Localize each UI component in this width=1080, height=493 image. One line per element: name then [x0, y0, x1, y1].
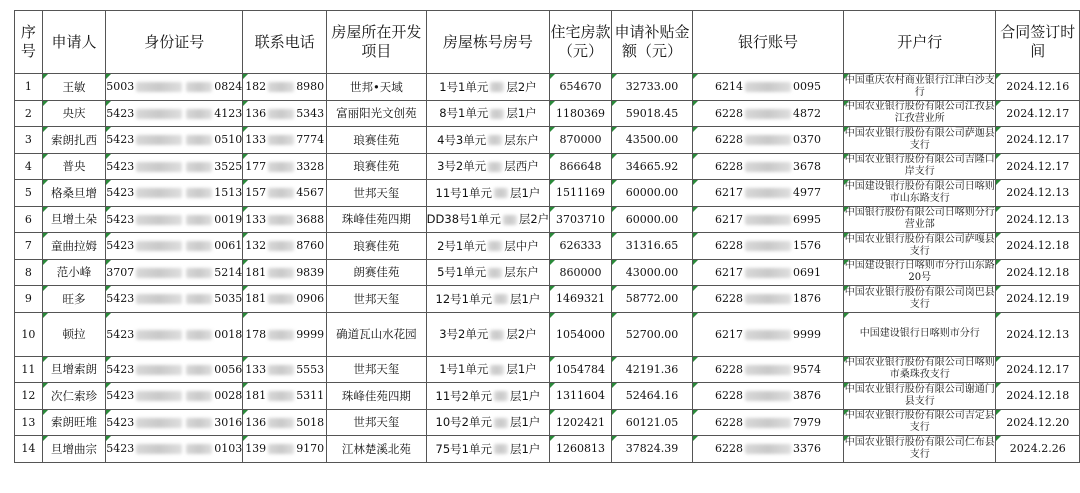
cell-phone: 133 3688 — [243, 206, 327, 233]
redacted-block — [268, 444, 294, 454]
cell-id: 5423 0510 — [106, 127, 243, 154]
table-body — [15, 74, 1080, 463]
redacted-block — [186, 418, 212, 428]
cell-room: 10号2单元 层1户 — [426, 409, 550, 436]
cell-seq: 10 — [15, 312, 43, 356]
cell-price: 626333 — [550, 233, 612, 260]
cell-room: 11号2单元 层1户 — [426, 383, 550, 410]
table-row — [15, 286, 1080, 313]
redacted-block — [186, 215, 212, 225]
header-row — [15, 11, 1080, 74]
cell-room: 5号1单元 层东户 — [426, 259, 550, 286]
cell-bank: 中国农业银行股份有限公司吉定县支行 — [843, 409, 995, 436]
cell-name: 旦增索朗 — [42, 356, 106, 383]
cell-account: 6228 7979 — [693, 409, 844, 436]
cell-name: 次仁索珍 — [42, 383, 106, 410]
cell-room: 3号2单元 层西户 — [426, 153, 550, 180]
cell-name: 普央 — [42, 153, 106, 180]
cell-room: 1号1单元 层2户 — [426, 74, 550, 101]
redacted-block — [490, 82, 504, 92]
cell-bank: 中国建设银行日喀则市分行 — [843, 312, 995, 356]
cell-subsidy: 58772.00 — [611, 286, 692, 313]
table-row — [15, 127, 1080, 154]
redacted-block — [494, 294, 508, 304]
redacted-block — [745, 135, 791, 145]
cell-date: 2024.12.13 — [996, 206, 1080, 233]
redacted-block — [136, 188, 182, 198]
cell-account: 6217 9999 — [693, 312, 844, 356]
redacted-block — [745, 330, 791, 340]
redacted-block — [745, 162, 791, 172]
cell-id: 5423 0103 — [106, 436, 243, 463]
cell-room: 12号1单元 层1户 — [426, 286, 550, 313]
header-bank: 开户行 — [843, 11, 995, 74]
cell-seq: 8 — [15, 259, 43, 286]
redacted-block — [136, 391, 182, 401]
cell-phone: 177 3328 — [243, 153, 327, 180]
cell-bank: 中国农业银行股份有限公司萨嘎县支行 — [843, 233, 995, 260]
cell-phone: 132 8760 — [243, 233, 327, 260]
cell-subsidy: 43500.00 — [611, 127, 692, 154]
cell-project: 琅赛佳苑 — [327, 233, 427, 260]
cell-account: 6214 0095 — [693, 74, 844, 101]
cell-subsidy: 52464.16 — [611, 383, 692, 410]
cell-name: 央庆 — [42, 100, 106, 127]
redacted-block — [745, 109, 791, 119]
cell-bank: 中国农业银行股份有限公司日喀则市桑珠孜支行 — [843, 356, 995, 383]
cell-name: 顿拉 — [42, 312, 106, 356]
cell-subsidy: 34665.92 — [611, 153, 692, 180]
cell-date: 2024.12.17 — [996, 153, 1080, 180]
redacted-block — [136, 294, 182, 304]
cell-phone: 133 7774 — [243, 127, 327, 154]
cell-room: 2号1单元 层中户 — [426, 233, 550, 260]
cell-seq: 2 — [15, 100, 43, 127]
cell-seq: 14 — [15, 436, 43, 463]
cell-project: 江林楚溪北苑 — [327, 436, 427, 463]
cell-subsidy: 37824.39 — [611, 436, 692, 463]
cell-price: 654670 — [550, 74, 612, 101]
cell-date: 2024.12.18 — [996, 259, 1080, 286]
cell-room: DD38号1单元 层2户 — [426, 206, 550, 233]
cell-bank: 中国重庆农村商业银行江津白沙支行 — [843, 74, 995, 101]
redacted-block — [136, 444, 182, 454]
redacted-block — [186, 109, 212, 119]
cell-price: 1054784 — [550, 356, 612, 383]
redacted-block — [503, 215, 517, 225]
cell-name: 索朗扎西 — [42, 127, 106, 154]
cell-id: 5423 3525 — [106, 153, 243, 180]
table-row — [15, 74, 1080, 101]
redacted-block — [494, 391, 508, 401]
cell-name: 范小峰 — [42, 259, 106, 286]
cell-date: 2024.12.18 — [996, 233, 1080, 260]
table-row — [15, 233, 1080, 260]
redacted-block — [488, 162, 502, 172]
cell-name: 王敏 — [42, 74, 106, 101]
redacted-block — [494, 444, 508, 454]
redacted-block — [494, 418, 508, 428]
redacted-block — [186, 365, 212, 375]
redacted-block — [268, 418, 294, 428]
redacted-block — [268, 268, 294, 278]
cell-id: 5423 0056 — [106, 356, 243, 383]
redacted-block — [186, 391, 212, 401]
cell-subsidy: 59018.45 — [611, 100, 692, 127]
redacted-block — [186, 444, 212, 454]
cell-name: 旦增曲宗 — [42, 436, 106, 463]
cell-project: 珠峰佳苑四期 — [327, 383, 427, 410]
cell-date: 2024.12.13 — [996, 180, 1080, 207]
redacted-block — [136, 109, 182, 119]
redacted-block — [745, 268, 791, 278]
cell-id: 5423 0061 — [106, 233, 243, 260]
redacted-block — [268, 109, 294, 119]
header-name: 申请人 — [42, 11, 106, 74]
cell-seq: 1 — [15, 74, 43, 101]
cell-project: 世邦•天域 — [327, 74, 427, 101]
cell-project: 世邦天玺 — [327, 180, 427, 207]
cell-room: 3号2单元 层2户 — [426, 312, 550, 356]
redacted-block — [488, 268, 502, 278]
table-row — [15, 180, 1080, 207]
cell-phone: 133 5553 — [243, 356, 327, 383]
cell-date: 2024.2.26 — [996, 436, 1080, 463]
cell-bank: 中国建设银行股份有限公司日喀则市山东路支行 — [843, 180, 995, 207]
redacted-block — [268, 241, 294, 251]
cell-project: 珠峰佳苑四期 — [327, 206, 427, 233]
cell-account: 6217 6995 — [693, 206, 844, 233]
cell-subsidy: 43000.00 — [611, 259, 692, 286]
cell-seq: 7 — [15, 233, 43, 260]
cell-project: 世邦天玺 — [327, 409, 427, 436]
cell-seq: 13 — [15, 409, 43, 436]
cell-name: 索朗旺堆 — [42, 409, 106, 436]
cell-seq: 12 — [15, 383, 43, 410]
cell-id: 5423 5035 — [106, 286, 243, 313]
cell-date: 2024.12.16 — [996, 74, 1080, 101]
redacted-block — [136, 268, 182, 278]
redacted-block — [186, 135, 212, 145]
header-id: 身份证号 — [106, 11, 243, 74]
cell-phone: 139 9170 — [243, 436, 327, 463]
applicant-table — [14, 10, 1080, 463]
cell-phone: 136 5018 — [243, 409, 327, 436]
table-row — [15, 153, 1080, 180]
redacted-block — [490, 330, 504, 340]
cell-price: 1511169 — [550, 180, 612, 207]
cell-account: 6228 1876 — [693, 286, 844, 313]
header-price: 住宅房款（元） — [550, 11, 612, 74]
redacted-block — [136, 418, 182, 428]
cell-account: 6217 0691 — [693, 259, 844, 286]
cell-price: 860000 — [550, 259, 612, 286]
cell-price: 1054000 — [550, 312, 612, 356]
table-row — [15, 436, 1080, 463]
redacted-block — [745, 82, 791, 92]
cell-project: 朗赛佳苑 — [327, 259, 427, 286]
redacted-block — [745, 294, 791, 304]
redacted-block — [186, 162, 212, 172]
redacted-block — [186, 330, 212, 340]
cell-date: 2024.12.17 — [996, 100, 1080, 127]
redacted-block — [186, 268, 212, 278]
cell-id: 5003 0824 — [106, 74, 243, 101]
header-room: 房屋栋号房号 — [426, 11, 550, 74]
cell-phone: 136 5343 — [243, 100, 327, 127]
cell-subsidy: 60000.00 — [611, 206, 692, 233]
redacted-block — [745, 241, 791, 251]
redacted-block — [268, 365, 294, 375]
header-phone: 联系电话 — [243, 11, 327, 74]
redacted-block — [136, 365, 182, 375]
cell-id: 5423 0028 — [106, 383, 243, 410]
table-row — [15, 259, 1080, 286]
cell-name: 格桑旦增 — [42, 180, 106, 207]
cell-date: 2024.12.17 — [996, 127, 1080, 154]
redacted-block — [745, 444, 791, 454]
redacted-block — [488, 241, 502, 251]
redacted-block — [745, 215, 791, 225]
redacted-block — [745, 418, 791, 428]
cell-subsidy: 60000.00 — [611, 180, 692, 207]
cell-date: 2024.12.18 — [996, 383, 1080, 410]
cell-price: 1260813 — [550, 436, 612, 463]
redacted-block — [268, 135, 294, 145]
header-subsidy: 申请补贴金额（元） — [611, 11, 692, 74]
cell-bank: 中国银行股份有限公司日喀则分行营业部 — [843, 206, 995, 233]
cell-date: 2024.12.13 — [996, 312, 1080, 356]
redacted-block — [136, 135, 182, 145]
cell-room: 8号1单元 层1户 — [426, 100, 550, 127]
cell-phone: 181 0906 — [243, 286, 327, 313]
redacted-block — [268, 162, 294, 172]
redacted-block — [136, 82, 182, 92]
redacted-block — [494, 188, 508, 198]
table-row — [15, 383, 1080, 410]
redacted-block — [136, 330, 182, 340]
cell-subsidy: 32733.00 — [611, 74, 692, 101]
redacted-block — [745, 365, 791, 375]
header-project: 房屋所在开发项目 — [327, 11, 427, 74]
cell-account: 6228 9574 — [693, 356, 844, 383]
table-row — [15, 312, 1080, 356]
cell-price: 866648 — [550, 153, 612, 180]
applicant-table-container — [14, 10, 1080, 463]
cell-seq: 11 — [15, 356, 43, 383]
redacted-block — [268, 391, 294, 401]
redacted-block — [268, 82, 294, 92]
cell-bank: 中国农业银行股份有限公司萨迦县支行 — [843, 127, 995, 154]
cell-account: 6228 3876 — [693, 383, 844, 410]
redacted-block — [488, 135, 502, 145]
cell-phone: 182 8980 — [243, 74, 327, 101]
cell-price: 1469321 — [550, 286, 612, 313]
cell-account: 6228 3376 — [693, 436, 844, 463]
cell-id: 5423 0018 — [106, 312, 243, 356]
header-seq: 序号 — [15, 11, 43, 74]
redacted-block — [136, 162, 182, 172]
redacted-block — [186, 294, 212, 304]
table-row — [15, 356, 1080, 383]
cell-date: 2024.12.19 — [996, 286, 1080, 313]
redacted-block — [268, 294, 294, 304]
table-row — [15, 100, 1080, 127]
redacted-block — [268, 188, 294, 198]
redacted-block — [186, 241, 212, 251]
redacted-block — [186, 82, 212, 92]
cell-bank: 中国农业银行股份有限公司江孜县江孜营业所 — [843, 100, 995, 127]
redacted-block — [136, 215, 182, 225]
cell-date: 2024.12.20 — [996, 409, 1080, 436]
cell-account: 6228 3678 — [693, 153, 844, 180]
cell-room: 75号1单元 层1户 — [426, 436, 550, 463]
cell-id: 5423 4123 — [106, 100, 243, 127]
cell-room: 11号1单元 层1户 — [426, 180, 550, 207]
cell-id: 5423 0019 — [106, 206, 243, 233]
redacted-block — [490, 109, 504, 119]
cell-seq: 5 — [15, 180, 43, 207]
cell-project: 确道瓦山水花园 — [327, 312, 427, 356]
cell-project: 琅赛佳苑 — [327, 153, 427, 180]
cell-name: 童曲拉姆 — [42, 233, 106, 260]
cell-bank: 中国农业银行股份有限公司岗巴县支行 — [843, 286, 995, 313]
cell-subsidy: 52700.00 — [611, 312, 692, 356]
redacted-block — [745, 391, 791, 401]
cell-phone: 181 5311 — [243, 383, 327, 410]
cell-project: 世邦天玺 — [327, 286, 427, 313]
redacted-block — [268, 330, 294, 340]
cell-price: 1311604 — [550, 383, 612, 410]
cell-bank: 中国农业银行股份有限公司谢通门县支行 — [843, 383, 995, 410]
redacted-block — [490, 365, 504, 375]
cell-seq: 9 — [15, 286, 43, 313]
redacted-block — [136, 241, 182, 251]
cell-bank: 中国农业银行股份有限公司吉隆口岸支行 — [843, 153, 995, 180]
cell-subsidy: 60121.05 — [611, 409, 692, 436]
redacted-block — [186, 188, 212, 198]
header-account: 银行账号 — [693, 11, 844, 74]
cell-phone: 157 4567 — [243, 180, 327, 207]
cell-price: 1180369 — [550, 100, 612, 127]
cell-bank: 中国农业银行股份有限公司仁布县支行 — [843, 436, 995, 463]
cell-bank: 中国建设银行日喀则市分行山东路20号 — [843, 259, 995, 286]
cell-account: 6228 4872 — [693, 100, 844, 127]
redacted-block — [268, 215, 294, 225]
cell-date: 2024.12.17 — [996, 356, 1080, 383]
cell-subsidy: 31316.65 — [611, 233, 692, 260]
cell-seq: 4 — [15, 153, 43, 180]
cell-name: 旦增土朵 — [42, 206, 106, 233]
cell-seq: 6 — [15, 206, 43, 233]
cell-name: 旺多 — [42, 286, 106, 313]
cell-seq: 3 — [15, 127, 43, 154]
cell-room: 4号3单元 层东户 — [426, 127, 550, 154]
cell-id: 3707 5214 — [106, 259, 243, 286]
cell-project: 琅赛佳苑 — [327, 127, 427, 154]
cell-account: 6228 1576 — [693, 233, 844, 260]
table-row — [15, 409, 1080, 436]
cell-phone: 181 9839 — [243, 259, 327, 286]
table-row — [15, 206, 1080, 233]
cell-phone: 178 9999 — [243, 312, 327, 356]
cell-account: 6217 4977 — [693, 180, 844, 207]
cell-id: 5423 1513 — [106, 180, 243, 207]
cell-price: 870000 — [550, 127, 612, 154]
cell-price: 1202421 — [550, 409, 612, 436]
cell-room: 1号1单元 层1户 — [426, 356, 550, 383]
cell-id: 5423 3016 — [106, 409, 243, 436]
cell-subsidy: 42191.36 — [611, 356, 692, 383]
cell-account: 6228 0370 — [693, 127, 844, 154]
cell-project: 世邦天玺 — [327, 356, 427, 383]
cell-price: 3703710 — [550, 206, 612, 233]
redacted-block — [745, 188, 791, 198]
header-date: 合同签订时间 — [996, 11, 1080, 74]
cell-project: 富丽阳光文创苑 — [327, 100, 427, 127]
